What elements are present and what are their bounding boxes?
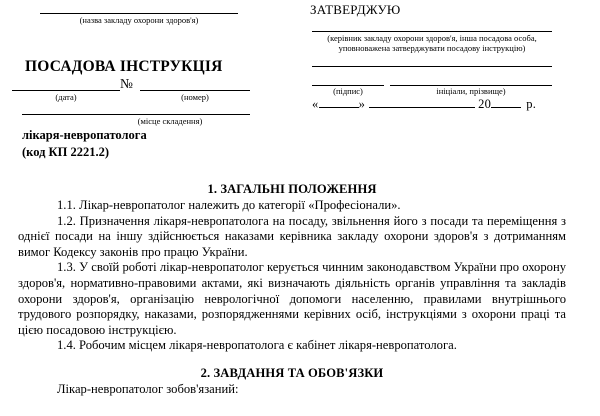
year-prefix: 20: [478, 97, 492, 111]
paragraph-1-2: 1.2. Призначення лікаря-невропатолога на посаду, звільнення його з посади та переміщення з однієї посади на іншу здійснюється наказами керівника закладу охорони здоров'я з дотриманням вимог Кодексу законів про працю України.: [18, 213, 566, 259]
approver-caption-line1: (керівник закладу охорони здоров'я, інша посадова особа,: [327, 33, 537, 43]
paragraph-1-4: 1.4. Робочим місцем лікаря-невропатолога є кабінет лікаря-невропатолога.: [57, 338, 457, 353]
paragraph-1-3: 1.3. У своїй роботі лікар-невропатолог керується чинним законодавством України про охорону здоров'я, нормативно-правовими актами, які визначають діяльність органів управління та закладів охорони здоров'я, організацію неврологічної допомоги населенню, правилами внутрішнього трудового розпорядку, наказами, розпорядженнями керівних осіб, інструкціями з охорони праці та цією посадовою інструкцією.: [18, 260, 566, 337]
number-sign-label: №: [120, 76, 133, 91]
number-caption: (номер): [181, 92, 209, 102]
header-left-block: [0, 0, 300, 170]
place-caption: (місце складення): [137, 116, 203, 126]
year-rule: [491, 107, 521, 108]
number-rule: [140, 90, 250, 91]
approver-rule: [312, 31, 552, 32]
position-code: (код КП 2221.2): [22, 145, 109, 159]
date-quote-close: »: [358, 97, 366, 111]
paragraph-2-intro: Лікар-невропатолог зобов'язаний:: [57, 381, 239, 396]
initials-caption: ініціали, прізвище): [436, 86, 506, 96]
section-heading-1: 1. ЗАГАЛЬНІ ПОЛОЖЕННЯ: [207, 182, 377, 196]
place-rule: [22, 114, 250, 115]
date-quote-open: «: [312, 97, 319, 111]
signature-caption: (підпис): [333, 86, 363, 96]
organisation-name-rule: [40, 13, 238, 14]
paragraph-1-1: 1.1. Лікар-невропатолог належить до категорії «Професіонали».: [57, 198, 401, 212]
year-suffix: р.: [526, 97, 537, 111]
month-rule: [369, 107, 475, 108]
approval-date-row: [312, 97, 536, 112]
section-spacer: [18, 354, 566, 366]
header-right-block: [300, 0, 600, 120]
approver-caption-line2: уповноважена затверджувати посадову інструкцію): [338, 43, 526, 53]
approval-label: ЗАТВЕРДЖУЮ: [310, 2, 401, 17]
date-rule: [12, 90, 120, 91]
day-rule: [319, 107, 359, 108]
position-name: лікаря-невропатолога: [22, 128, 147, 142]
document-title: ПОСАДОВА ІНСТРУКЦІЯ: [25, 58, 223, 75]
organisation-name-caption: (назва закладу охорони здоров'я): [79, 15, 199, 25]
date-caption: (дата): [55, 92, 77, 102]
document-body: [18, 182, 566, 398]
approver-post-rule: [312, 66, 552, 67]
section-heading-2: 2. ЗАВДАННЯ ТА ОБОВ'ЯЗКИ: [200, 365, 384, 380]
